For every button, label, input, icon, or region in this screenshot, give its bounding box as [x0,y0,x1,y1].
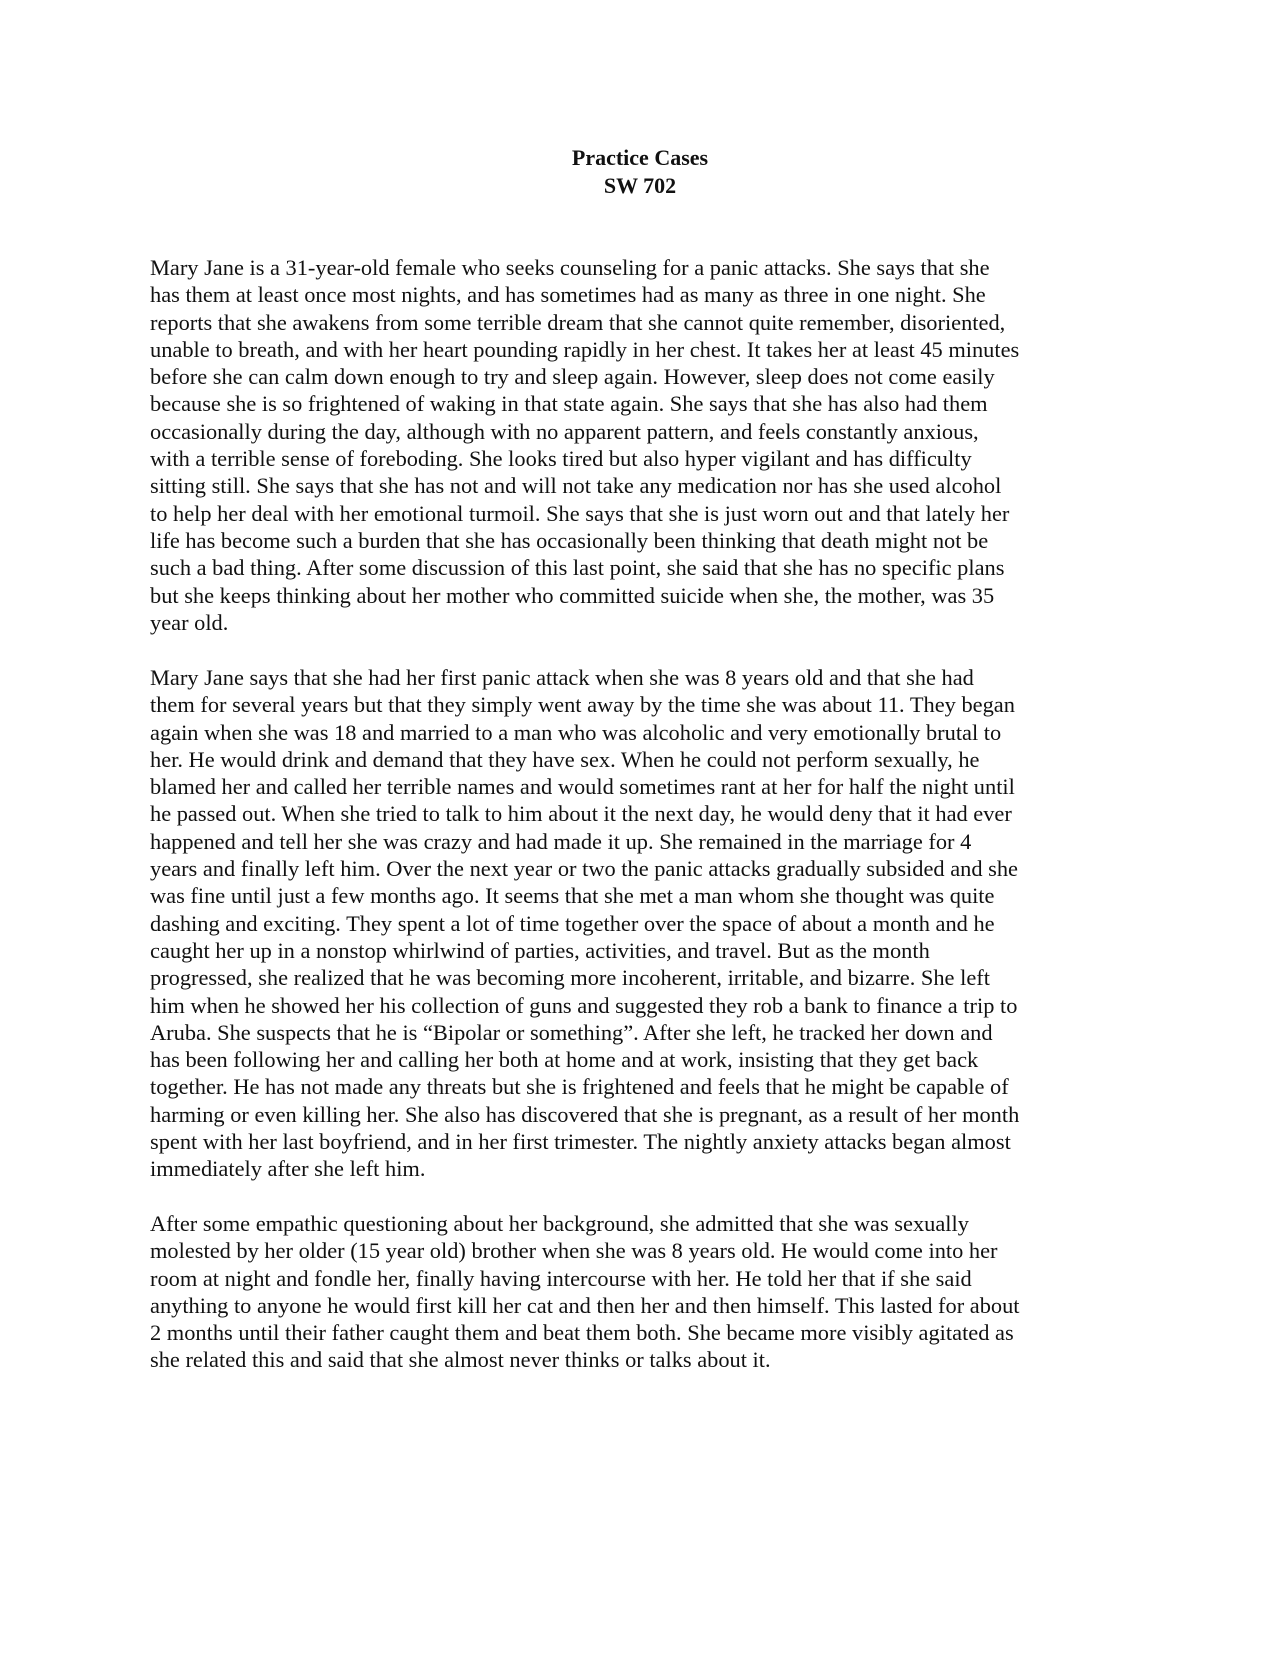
paragraph-3 [150,1210,1170,1374]
text-line: was fine until just a few months ago. It seems that she met a man whom she thought was quite [150,883,995,909]
text-line: molested by her older (15 year old) brother when she was 8 years old. He would come into her [150,1238,998,1264]
text-line: year old. [150,609,229,635]
document-title: Practice Cases [571,145,709,170]
text-line: her. He would drink and demand that they have sex. When he could not perform sexually, he [150,746,980,772]
text-line: such a bad thing. After some discussion of this last point, she said that she has no specific plans [150,555,1005,581]
text-line: immediately after she left him. [150,1156,426,1182]
text-line: Mary Jane says that she had her first panic attack when she was 8 years old and that she had [150,665,974,690]
text-line: he passed out. When she tried to talk to him about it the next day, he would deny that it had ever [150,801,1012,827]
text-line: has them at least once most nights, and has sometimes had as many as three in one night. She [150,282,986,308]
text-line: but she keeps thinking about her mother who committed suicide when she, the mother, was 35 [150,582,995,608]
text-line: caught her up in a nonstop whirlwind of parties, activities, and travel. But as the month [150,937,930,963]
text-line: Mary Jane is a 31-year-old female who seeks counseling for a panic attacks. She says that she [150,255,990,280]
text-line: together. He has not made any threats but she is frightened and feels that he might be capable of [150,1074,1009,1100]
text-line: unable to breath, and with her heart pounding rapidly in her chest. It takes her at least 45 minutes [150,336,1020,362]
paragraph-2 [150,664,1170,1183]
text-line: 2 months until their father caught them and beat them both. She became more visibly agitated as [150,1320,1014,1346]
course-code: SW 702 [603,173,677,198]
text-line: before she can calm down enough to try and sleep again. However, sleep does not come easily [150,364,995,390]
text-line: she related this and said that she almost never thinks or talks about it. [150,1347,771,1373]
text-line: After some empathic questioning about her background, she admitted that she was sexually [150,1211,969,1236]
text-line: with a terrible sense of foreboding. She looks tired but also hyper vigilant and has difficulty [150,446,972,472]
text-line: anything to anyone he would first kill her cat and then her and then himself. This lasted for about [150,1292,1020,1318]
text-line: again when she was 18 and married to a man who was alcoholic and very emotionally brutal to [150,719,1002,745]
text-line: because she is so frightened of waking in that state again. She says that she has also had them [150,391,988,417]
text-line: happened and tell her she was crazy and had made it up. She remained in the marriage for 4 [150,828,972,854]
text-line: occasionally during the day, although with no apparent pattern, and feels constantly anxious, [150,418,979,444]
text-line: Aruba. She suspects that he is “Bipolar or something”. After she left, he tracked her down and [150,1019,993,1045]
text-line: has been following her and calling her both at home and at work, insisting that they get back [150,1047,979,1073]
text-line: sitting still. She says that she has not and will not take any medication nor has she used alcohol [150,473,1002,499]
text-line: reports that she awakens from some terrible dream that she cannot quite remember, disoriented, [150,309,1006,335]
text-line: spent with her last boyfriend, and in her first trimester. The nightly anxiety attacks began almost [150,1129,1011,1155]
text-line: harming or even killing her. She also has discovered that she is pregnant, as a result of her month [150,1101,1020,1127]
text-line: to help her deal with her emotional turmoil. She says that she is just worn out and that lately her [150,500,1010,526]
text-line: him when he showed her his collection of guns and suggested they rob a bank to finance a trip to [150,992,1018,1018]
text-line: blamed her and called her terrible names and would sometimes rant at her for half the night until [150,774,1015,800]
text-line: them for several years but that they simply went away by the time she was about 11. They began [150,692,1015,718]
text-line: progressed, she realized that he was becoming more incoherent, irritable, and bizarre. She left [150,965,990,991]
text-line: dashing and exciting. They spent a lot of time together over the space of about a month and he [150,910,995,936]
text-line: life has become such a burden that she has occasionally been thinking that death might not be [150,527,989,553]
paragraph-1 [150,254,1170,636]
text-line: years and finally left him. Over the next year or two the panic attacks gradually subsided and she [150,856,1018,882]
text-line: room at night and fondle her, finally having intercourse with her. He told her that if she said [150,1265,972,1291]
